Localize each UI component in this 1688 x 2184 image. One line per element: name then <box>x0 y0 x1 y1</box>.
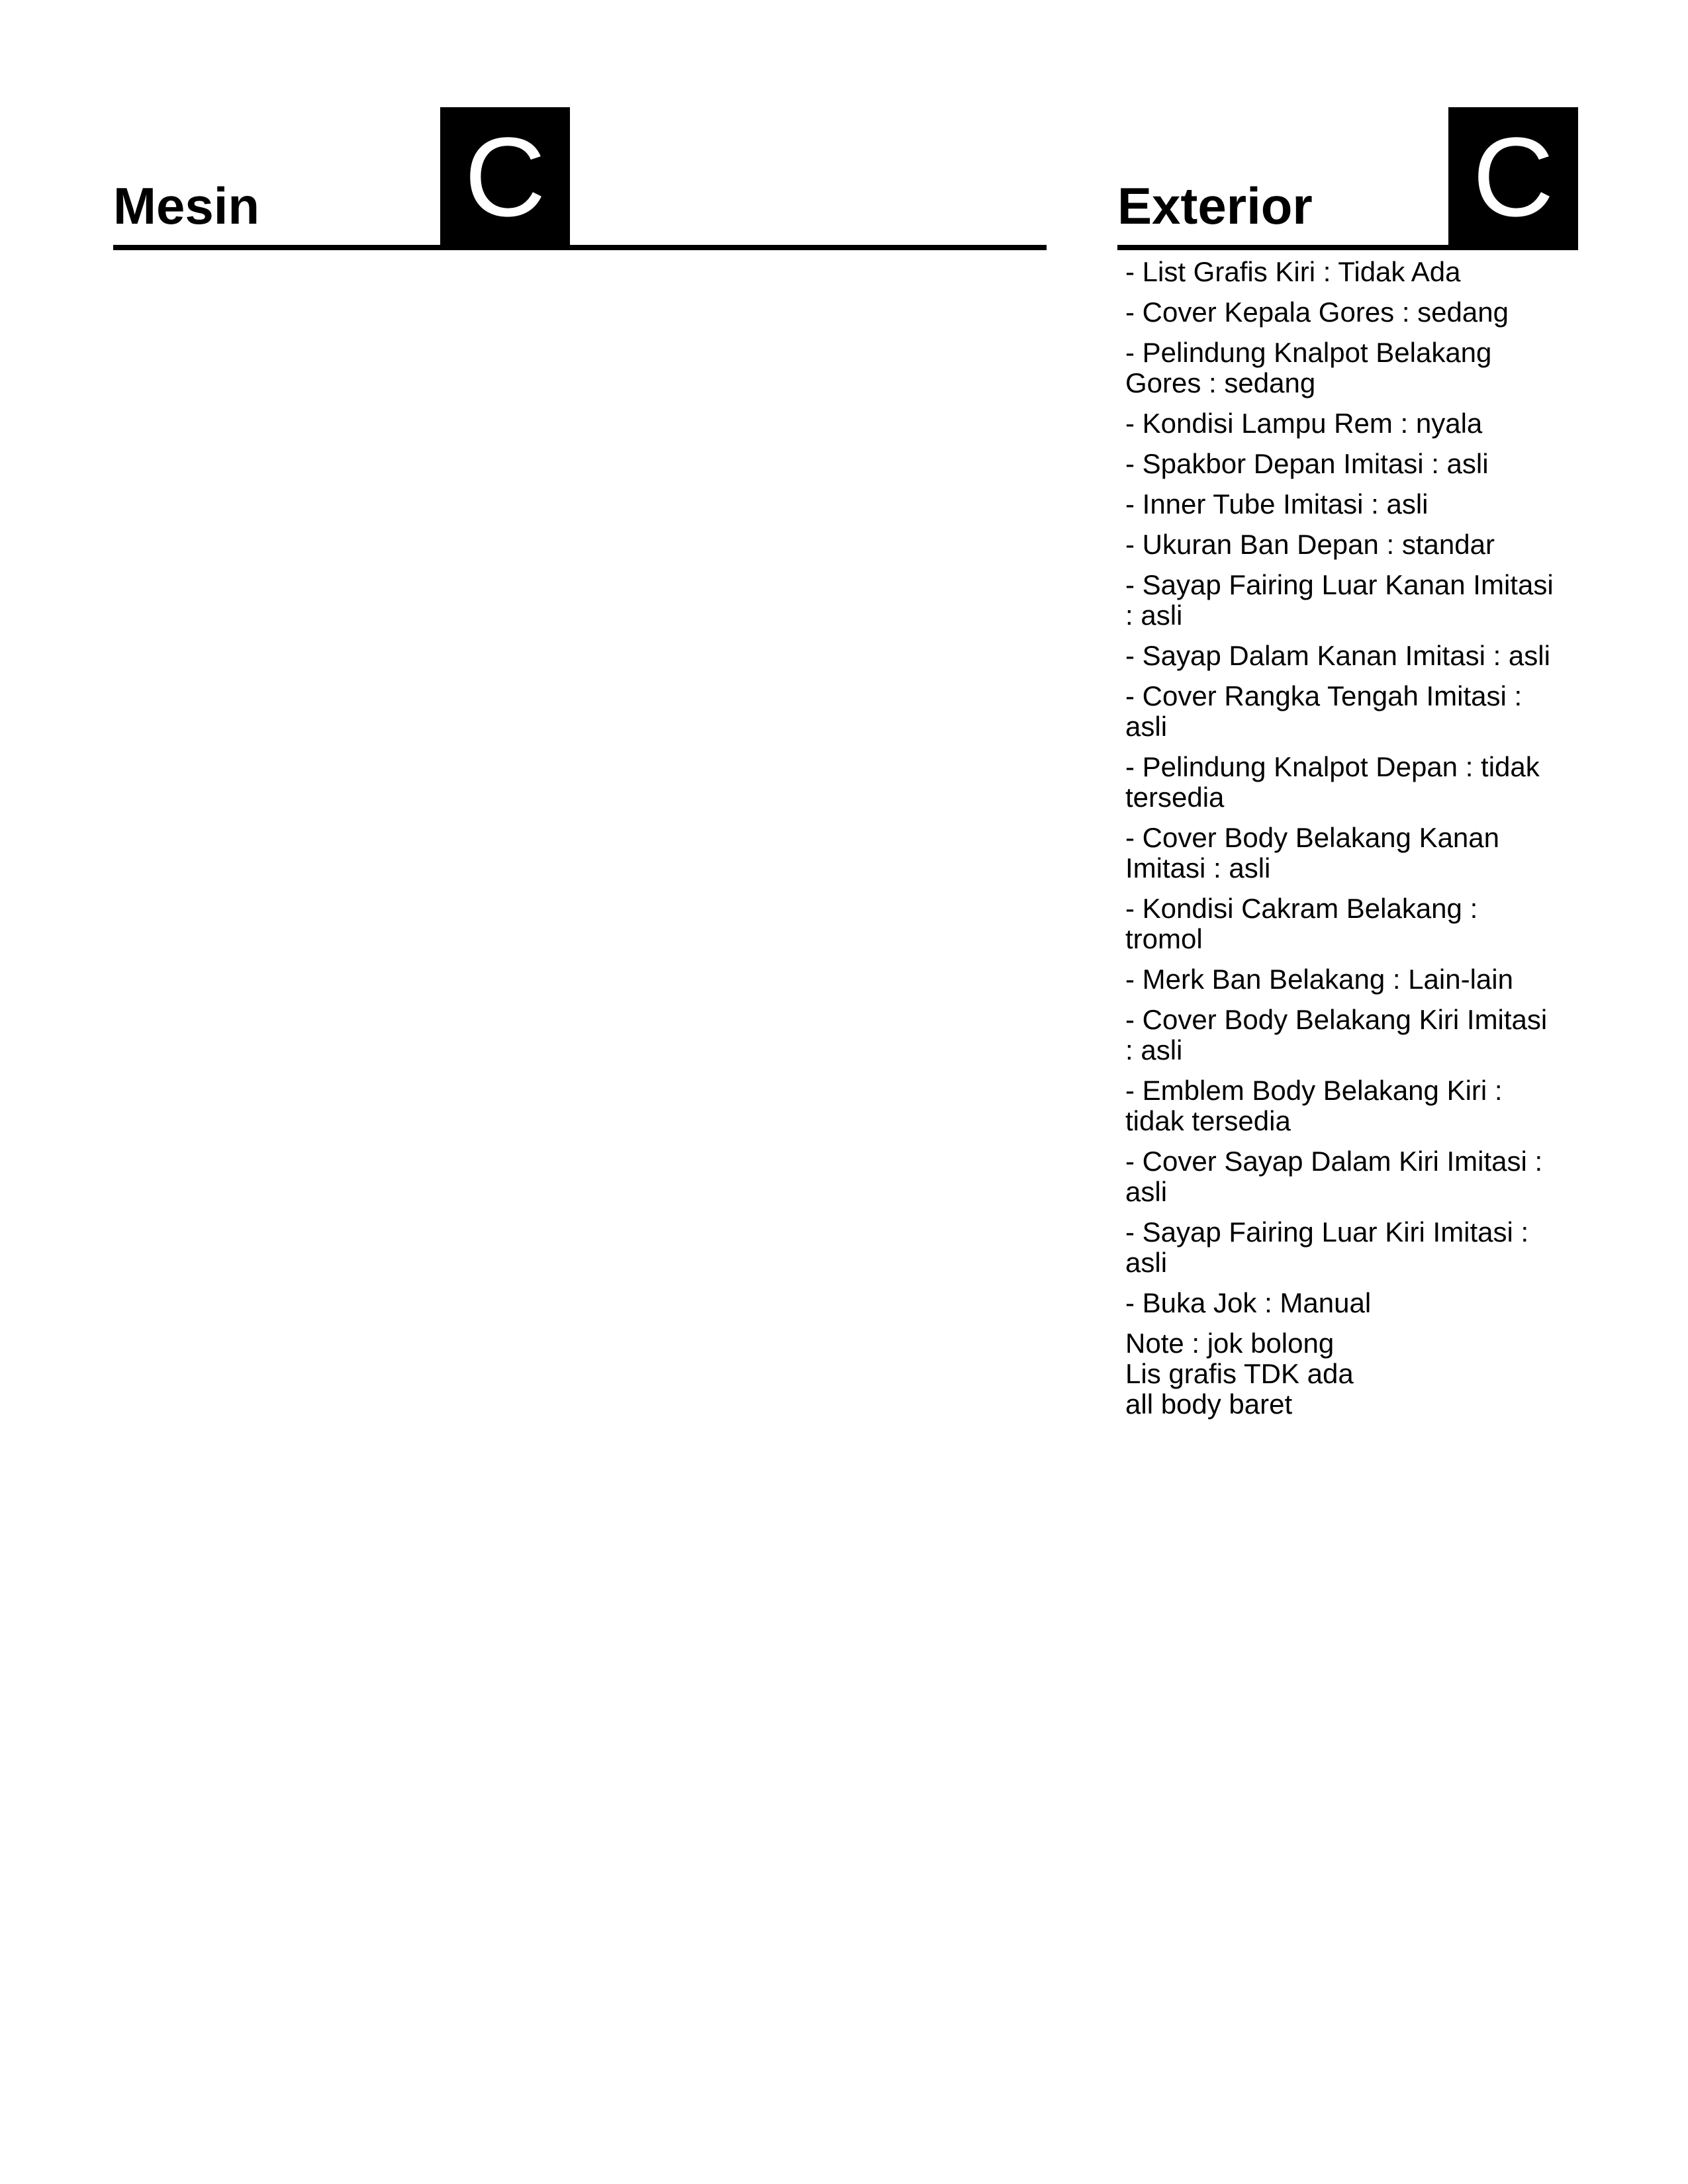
mesin-title: Mesin <box>113 177 260 235</box>
exterior-header-divider <box>1117 245 1578 250</box>
list-item: - Kondisi Lampu Rem : nyala <box>1125 408 1483 439</box>
mesin-section-header <box>113 107 1047 250</box>
list-item: - Cover Body Belakang Kiri Imitasi : asli <box>1125 1004 1548 1066</box>
list-item: - Cover Rangka Tengah Imitasi : asli <box>1125 680 1523 742</box>
mesin-header-divider <box>113 245 1047 250</box>
list-item: - Sayap Dalam Kanan Imitasi : asli <box>1125 640 1550 671</box>
list-item: - Cover Kepala Gores : sedang <box>1125 296 1509 328</box>
note-line: Lis grafis TDK ada <box>1125 1358 1354 1389</box>
exterior-grade-badge: C <box>1448 107 1578 248</box>
list-item: - Cover Body Belakang Kanan Imitasi : asli <box>1125 822 1500 884</box>
list-item: - Spakbor Depan Imitasi : asli <box>1125 448 1489 479</box>
list-item: - Pelindung Knalpot Depan : tidak tersedia <box>1125 751 1540 813</box>
list-item: - Inner Tube Imitasi : asli <box>1125 488 1429 520</box>
list-item: - Sayap Fairing Luar Kiri Imitasi : asli <box>1125 1216 1529 1278</box>
list-item: - List Grafis Kiri : Tidak Ada <box>1125 256 1461 287</box>
list-item: - Ukuran Ban Depan : standar <box>1125 529 1495 560</box>
list-item: - Sayap Fairing Luar Kanan Imitasi : asli <box>1125 569 1554 631</box>
note-line: Note : jok bolong <box>1125 1328 1335 1359</box>
note-line: all body baret <box>1125 1388 1293 1420</box>
mesin-grade-badge: C <box>440 107 570 248</box>
list-item: - Merk Ban Belakang : Lain-lain <box>1125 964 1513 995</box>
list-item: - Buka Jok : Manual <box>1125 1287 1372 1318</box>
list-item: - Kondisi Cakram Belakang : tromol <box>1125 893 1478 954</box>
list-item: - Cover Sayap Dalam Kiri Imitasi : asli <box>1125 1146 1543 1207</box>
exterior-note <box>1125 1328 1562 1420</box>
exterior-section-header <box>1117 107 1578 250</box>
exterior-title: Exterior <box>1117 177 1313 235</box>
list-item: - Emblem Body Belakang Kiri : tidak tersedia <box>1125 1075 1503 1136</box>
list-item: - Pelindung Knalpot Belakang Gores : sedang <box>1125 337 1492 398</box>
exterior-item-list <box>1125 257 1562 1420</box>
